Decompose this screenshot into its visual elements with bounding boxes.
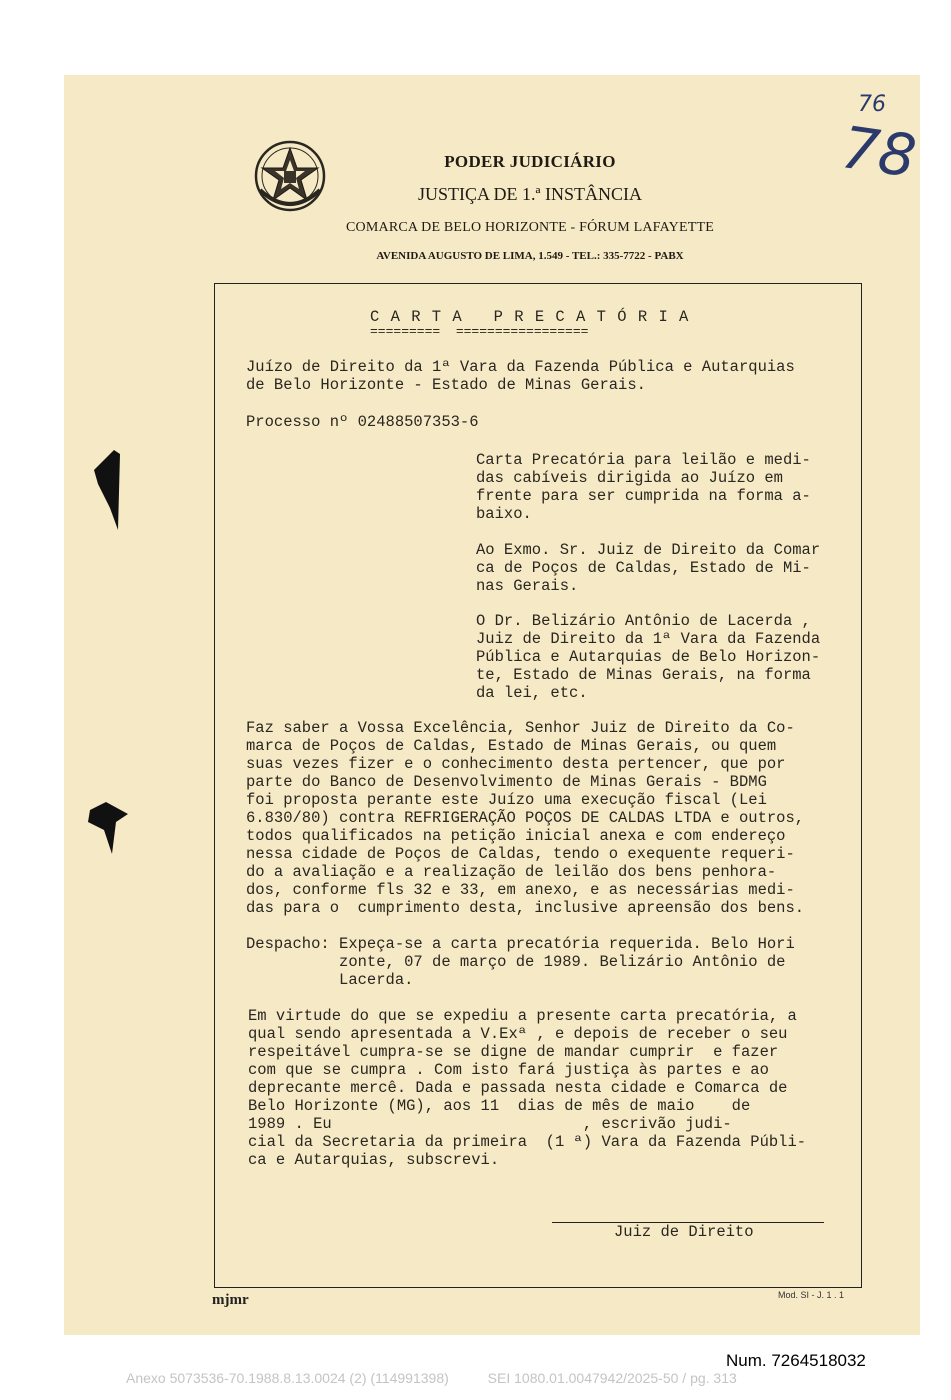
faz-saber-paragraph: Faz saber a Vossa Excelência, Senhor Juiz de Direito da Co- marca de Poços de Caldas, Estado de Minas Gerais, ou quem suas vezes fizer e o conhecimento desta pertencer, que por parte do Banco de Desenvolvimento de Minas Gerais - BDMG foi proposta perante este Juízo uma execução fiscal (Lei 6.830/80) contra REFRIGERAÇÃO POÇOS DE CALDAS LTDA e outros, todos qualificados na petição inicial anexa e com endereço nessa cidade de Poços de Caldas, tendo o exequente requeri- do a avaliação e a realização de leilão dos bens penhora- dos, conforme fls 32 e 33, em anexo, e as necessárias medi- das para o cumprimento desta, inclusive apreensão dos bens. [246, 719, 805, 917]
header-poder-judiciario: PODER JUDICIÁRIO [444, 152, 616, 171]
footer-reference: Anexo 5073536-70.1988.8.13.0024 (2) (114991398) SEI 1080.01.0047942/2025-50 / pg. 313 [126, 1370, 737, 1386]
header-comarca: COMARCA DE BELO HORIZONTE - FÓRUM LAFAYETTE [346, 220, 714, 235]
despacho-paragraph: Despacho: Expeça-se a carta precatória requerida. Belo Hori zonte, 07 de março de 1989. Belizário Antônio de Lacerda. [246, 935, 795, 989]
addressee-paragraph: Ao Exmo. Sr. Juiz de Direito da Comar ca de Poços de Caldas, Estado de Mi- nas Gerais. [476, 541, 821, 595]
signature-label: Juiz de Direito [614, 1223, 754, 1241]
ink-blot-icon [92, 448, 124, 532]
page-number-handwritten: 78 [837, 113, 921, 191]
carta-description: Carta Precatória para leilão e medi- das cabíveis dirigida ao Juízo em frente para ser cumprida na forma a- baixo. [476, 451, 811, 523]
judge-paragraph: O Dr. Belizário Antônio de Lacerda , Juiz de Direito da 1ª Vara da Fazenda Pública e Autarquias de Belo Horizon- te, Estado de Minas Gerais, na forma da lei, etc. [476, 612, 821, 702]
juizo-paragraph: Juízo de Direito da 1ª Vara da Fazenda Pública e Autarquias de Belo Horizonte - Estado de Minas Gerais. [246, 358, 795, 394]
ink-blot-icon [86, 800, 130, 856]
typist-initials: mjmr [212, 1292, 249, 1308]
header-address: AVENIDA AUGUSTO DE LIMA, 1.549 - TEL.: 335-7722 - PABX [376, 250, 684, 262]
page-number-small: 76 [858, 92, 886, 117]
virtude-paragraph: Em virtude do que se expediu a presente carta precatória, a qual sendo apresentada a V.Exª , e depois de receber o seu respeitável cumpra-se se digne de mandar cumprir e fazer com que se cumpra . Com isto fará justiça às partes e ao deprecante mercê. Dada e passada nesta cidade e Comarca de Belo Horizonte (MG), aos 11 dias de mês de maio de 1989 . Eu , escrivão judi- cial da Secretaria da primeira (1 ª) Vara da Fazenda Públi- ca e Autarquias, subscrevi. [248, 1007, 807, 1169]
header-justica: JUSTIÇA DE 1.ª INSTÂNCIA [418, 184, 642, 204]
title-underline: ========= ================= [370, 324, 589, 339]
document-number: Num. 7264518032 [726, 1351, 866, 1370]
document-title: C A R T A P R E C A T Ó R I A [370, 308, 690, 326]
form-model-code: Mod. SI - J. 1 . 1 [778, 1290, 845, 1300]
processo-number: Processo nº 02488507353-6 [246, 413, 479, 431]
